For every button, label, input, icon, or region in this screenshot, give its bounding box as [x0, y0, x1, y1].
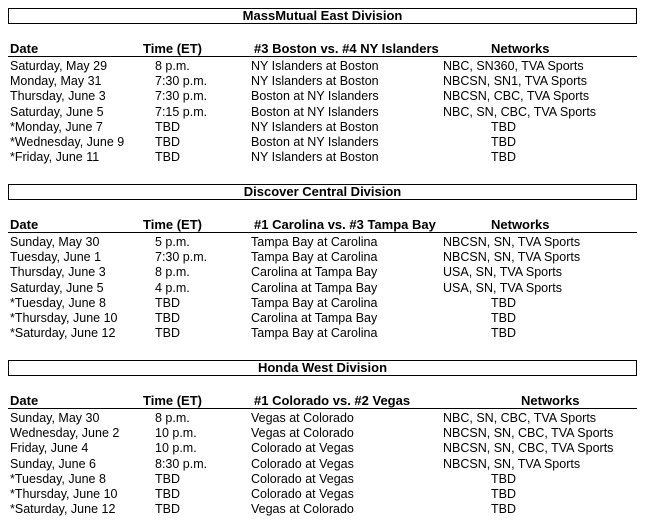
game-matchup: NY Islanders at Boston [251, 59, 379, 73]
division-title: Discover Central Division [8, 184, 637, 200]
schedule-row [0, 150, 649, 165]
game-matchup: Carolina at Tampa Bay [251, 280, 378, 295]
header-time: Time (ET) [143, 217, 202, 232]
game-time: 7:30 p.m. [155, 74, 208, 89]
game-matchup: Vegas at Colorado [251, 411, 354, 425]
game-time: 8 p.m. [155, 411, 190, 425]
game-matchup: Tampa Bay at Carolina [251, 295, 378, 310]
game-networks: NBCSN, SN1, TVA Sports [443, 74, 588, 89]
header-time: Time (ET) [143, 393, 202, 408]
game-networks: NBCSN, SN, TVA Sports [443, 456, 581, 471]
game-time: 10 p.m. [155, 426, 197, 441]
game-matchup: Colorado at Vegas [251, 471, 354, 486]
game-date: Saturday, May 29 [10, 59, 108, 73]
header-rule [8, 56, 637, 57]
game-networks: NBCSN, CBC, TVA Sports [443, 89, 590, 104]
game-matchup: Tampa Bay at Carolina [251, 326, 378, 341]
column-header-row [0, 217, 649, 234]
game-matchup: NY Islanders at Boston [251, 119, 379, 134]
schedule-row [0, 281, 649, 296]
schedule-row [0, 89, 649, 104]
game-networks: TBD [491, 487, 516, 501]
game-networks: TBD [491, 471, 516, 486]
header-matchup: #1 Colorado vs. #2 Vegas [254, 393, 411, 408]
game-matchup: Colorado at Vegas [251, 441, 354, 456]
game-time: 7:30 p.m. [155, 89, 208, 104]
game-time: 7:15 p.m. [155, 104, 208, 119]
game-time: 8:30 p.m. [155, 456, 208, 471]
game-networks: NBCSN, SN, CBC, TVA Sports [443, 426, 614, 441]
schedule-row [0, 472, 649, 487]
game-time: TBD [155, 295, 180, 310]
game-date: Sunday, May 30 [10, 411, 100, 425]
schedule-row [0, 326, 649, 341]
game-date: *Wednesday, June 9 [10, 135, 125, 149]
schedule-row [0, 411, 649, 426]
header-networks: Networks [521, 393, 580, 408]
header-matchup: #3 Boston vs. #4 NY Islanders [254, 41, 439, 56]
schedule-row [0, 74, 649, 89]
game-date: Sunday, June 6 [10, 456, 96, 471]
game-networks: NBCSN, SN, CBC, TVA Sports [443, 441, 614, 456]
schedule-row [0, 265, 649, 280]
game-matchup: Boston at NY Islanders [251, 89, 379, 104]
game-networks: TBD [491, 135, 516, 149]
schedule-row [0, 296, 649, 311]
game-date: Thursday, June 3 [10, 89, 106, 104]
game-time: TBD [155, 150, 180, 165]
game-time: 8 p.m. [155, 265, 190, 280]
game-networks: TBD [491, 150, 516, 165]
game-matchup: NY Islanders at Boston [251, 74, 379, 89]
game-time: TBD [155, 326, 180, 341]
game-networks: NBCSN, SN, TVA Sports [443, 235, 581, 249]
game-networks: NBCSN, SN, TVA Sports [443, 250, 581, 265]
schedule-row [0, 105, 649, 120]
game-networks: TBD [491, 326, 516, 341]
game-date: Monday, May 31 [10, 74, 102, 89]
game-time: TBD [155, 502, 180, 517]
game-matchup: Boston at NY Islanders [251, 104, 379, 119]
schedule-row [0, 250, 649, 265]
game-networks: USA, SN, TVA Sports [443, 280, 563, 295]
game-networks: NBC, SN, CBC, TVA Sports [443, 411, 597, 425]
schedule-row [0, 487, 649, 502]
header-date: Date [10, 393, 39, 408]
game-networks: USA, SN, TVA Sports [443, 265, 563, 280]
game-date: Tuesday, June 1 [10, 250, 102, 265]
game-matchup: Carolina at Tampa Bay [251, 311, 378, 325]
game-date: *Tuesday, June 8 [10, 295, 106, 310]
game-matchup: Colorado at Vegas [251, 487, 354, 501]
game-time: 7:30 p.m. [155, 250, 208, 265]
header-date: Date [10, 217, 39, 232]
schedule-row [0, 457, 649, 472]
game-time: 8 p.m. [155, 59, 190, 73]
header-date: Date [10, 41, 39, 56]
header-time: Time (ET) [143, 41, 202, 56]
game-matchup: Boston at NY Islanders [251, 135, 379, 149]
game-date: *Tuesday, June 8 [10, 471, 106, 486]
game-time: TBD [155, 471, 180, 486]
game-time: TBD [155, 311, 180, 325]
game-date: Wednesday, June 2 [10, 426, 120, 441]
game-date: Saturday, June 5 [10, 280, 104, 295]
game-matchup: Carolina at Tampa Bay [251, 265, 378, 280]
schedule-row [0, 120, 649, 135]
schedule-row [0, 311, 649, 326]
game-date: Friday, June 4 [10, 441, 89, 456]
header-rule [8, 408, 637, 409]
game-matchup: Colorado at Vegas [251, 456, 354, 471]
game-networks: TBD [491, 295, 516, 310]
game-date: Sunday, May 30 [10, 235, 100, 249]
game-date: *Thursday, June 10 [10, 487, 118, 501]
game-networks: NBC, SN360, TVA Sports [443, 59, 584, 73]
game-date: *Saturday, June 12 [10, 502, 116, 517]
game-date: *Saturday, June 12 [10, 326, 116, 341]
header-networks: Networks [491, 41, 550, 56]
game-networks: NBC, SN, CBC, TVA Sports [443, 104, 597, 119]
column-header-row [0, 393, 649, 410]
game-time: TBD [155, 119, 180, 134]
game-time: 5 p.m. [155, 235, 190, 249]
header-matchup: #1 Carolina vs. #3 Tampa Bay [254, 217, 436, 232]
game-networks: TBD [491, 119, 516, 134]
game-date: *Monday, June 7 [10, 119, 103, 134]
game-time: TBD [155, 487, 180, 501]
game-time: 10 p.m. [155, 441, 197, 456]
game-date: Saturday, June 5 [10, 104, 104, 119]
game-date: *Friday, June 11 [10, 150, 100, 165]
game-matchup: Vegas at Colorado [251, 502, 354, 517]
game-date: *Thursday, June 10 [10, 311, 118, 325]
header-rule [8, 232, 637, 233]
schedule-row [0, 502, 649, 517]
schedule-row [0, 235, 649, 250]
schedule-row [0, 59, 649, 74]
schedule-row [0, 441, 649, 456]
game-matchup: Vegas at Colorado [251, 426, 354, 441]
column-header-row [0, 41, 649, 58]
game-networks: TBD [491, 502, 516, 517]
game-networks: TBD [491, 311, 516, 325]
division-title: Honda West Division [8, 360, 637, 376]
header-networks: Networks [491, 217, 550, 232]
game-matchup: NY Islanders at Boston [251, 150, 379, 165]
game-matchup: Tampa Bay at Carolina [251, 235, 378, 249]
game-matchup: Tampa Bay at Carolina [251, 250, 378, 265]
schedule-row [0, 426, 649, 441]
game-time: TBD [155, 135, 180, 149]
game-time: 4 p.m. [155, 280, 190, 295]
schedule-row [0, 135, 649, 150]
game-date: Thursday, June 3 [10, 265, 106, 280]
division-title: MassMutual East Division [8, 8, 637, 24]
